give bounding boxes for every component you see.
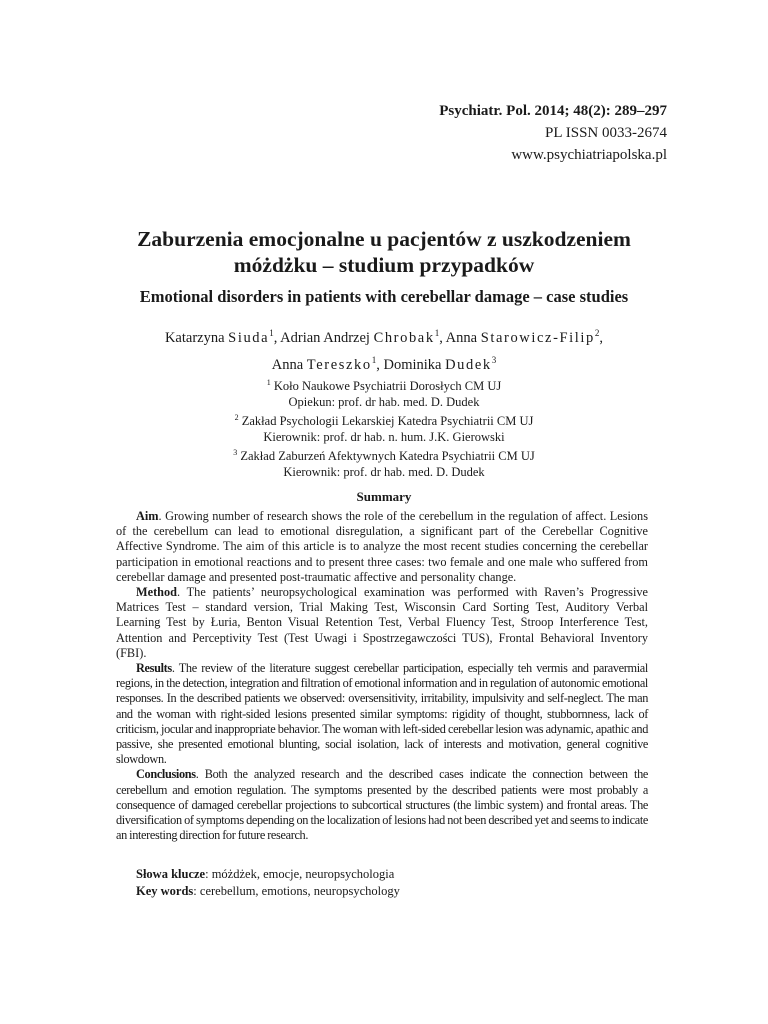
abstract-section-aim: Aim. Growing number of research shows the role of the cerebellum in the regulation of affect. Lesions of the cerebellum can lead to emotional disregulation, a significant part of the Cerebellar Cognitive Affective Syndrome. The aim of this article is to analyze the most recent studies concerning the cerebellar participation in emotional reactions and to present three cases: two female and one male who suffered from cerebellar damage and presented post-traumatic affective and personality change. xyxy=(116,509,648,584)
journal-info xyxy=(439,100,667,166)
author-name: Anna Tereszko xyxy=(271,356,372,373)
author-affiliation-marker: 1 xyxy=(434,328,440,338)
author-line-1: Katarzyna Siuda$^1$, Adrian Andrzej Chrobak$^1$, Anna Starowicz-Filip$^2$, xyxy=(164,328,604,346)
abstract-section-method: Method. The patients’ neuropsychological examination was performed with Raven’s Progressive Matrices Test – standard version, Trial Making Test, Wisconsin Card Sorting Test, Auditory Verbal Learning Test by Łuria, Benton Visual Retention Test, Verbal Fluency Test, Stroop Interference Test, Attention and Perceptivity Test (Test Uwagi i Spostrzegawczości TUS), Frontal Behavioral Inventory (FBI). xyxy=(116,585,648,660)
author-affiliation-marker: 1 xyxy=(269,328,274,338)
author-line-2: Anna Tereszko$^1$, Dominika Dudek$^3$ xyxy=(271,354,497,373)
affiliation-item: $^1$ Koło Naukowe Psychiatrii Dorosłych CM UJ xyxy=(266,378,502,394)
author-name: Katarzyna Siuda xyxy=(164,329,270,346)
abstract-section-results: Results. The review of the literature suggest cerebellar participation, especially teh vermis and paravermial regions, in the detection, integration and filtration of emotional information and in regulation of autonomic emotional responses. In the described patients we observed: oversensitivity, irritability, impulsivity and self-neglect. The man and the woman with right-sided lesions presented similar symptoms: rigidity of thought, stubbornness, lack of criticism, jocular and inappropriate behavior. The woman with left-sided cerebellar lesion was adynamic, apathic and passive, she presented emotional blunting, social isolation, lack of interests and motivation, general cognitive slowdown. xyxy=(116,661,648,767)
title-polish-line-2: móżdżku – studium przypadków xyxy=(233,253,535,277)
affiliation-item: $^2$ Zakład Psychologii Lekarskiej Katedra Psychiatrii CM UJ xyxy=(234,413,534,429)
affiliation-item: $^3$ Zakład Zaburzeń Afektywnych Katedra Psychiatrii CM UJ xyxy=(233,448,535,464)
journal-issn: PL ISSN 0033-2674 xyxy=(545,125,667,141)
title-polish xyxy=(60,226,708,278)
journal-website[interactable]: www.psychiatriapolska.pl xyxy=(511,147,667,163)
author-list xyxy=(60,322,708,376)
affiliation-supervisor: Kierownik: prof. dr hab. n. hum. J.K. Gierowski xyxy=(263,430,505,445)
summary-heading: Summary xyxy=(356,489,412,504)
affiliation-list xyxy=(60,375,708,480)
author-affiliation-marker: 1 xyxy=(371,354,377,365)
author-name: Anna Starowicz-Filip xyxy=(445,329,595,346)
affiliation-supervisor: Kierownik: prof. dr hab. med. D. Dudek xyxy=(283,465,485,480)
title-polish-line-1: Zaburzenia emocjonalne u pacjentów z uszkodzeniem xyxy=(137,227,631,251)
abstract xyxy=(116,509,648,843)
keywords-polish: Słowa klucze: móżdżek, emocje, neuropsychologia xyxy=(136,867,395,881)
journal-citation: Psychiatr. Pol. 2014; 48(2): 289–297 xyxy=(439,103,667,119)
keywords-english: Key words: cerebellum, emotions, neuropsychology xyxy=(136,884,400,898)
affiliation-supervisor: Opiekun: prof. dr hab. med. D. Dudek xyxy=(288,395,480,410)
title-english: Emotional disorders in patients with cerebellar damage – case studies xyxy=(139,287,629,306)
author-affiliation-marker: 3 xyxy=(491,354,497,365)
keywords xyxy=(116,866,648,900)
abstract-section-conclusions: Conclusions. Both the analyzed research and the described cases indicate the connection between the cerebellum and emotion regulation. The symptoms presented by the described patients were most probably a consequence of damaged cerebellar projections to subcortical structures (the limbic system) and frontal areas. The diversification of symptoms depending on the localization of lesions had not been described yet and seems to indicate an interesting direction for future research. xyxy=(116,767,648,843)
author-name: Adrian Andrzej Chrobak xyxy=(280,329,435,346)
author-affiliation-marker: 2 xyxy=(594,328,600,338)
author-name: Dominika Dudek xyxy=(383,356,492,373)
